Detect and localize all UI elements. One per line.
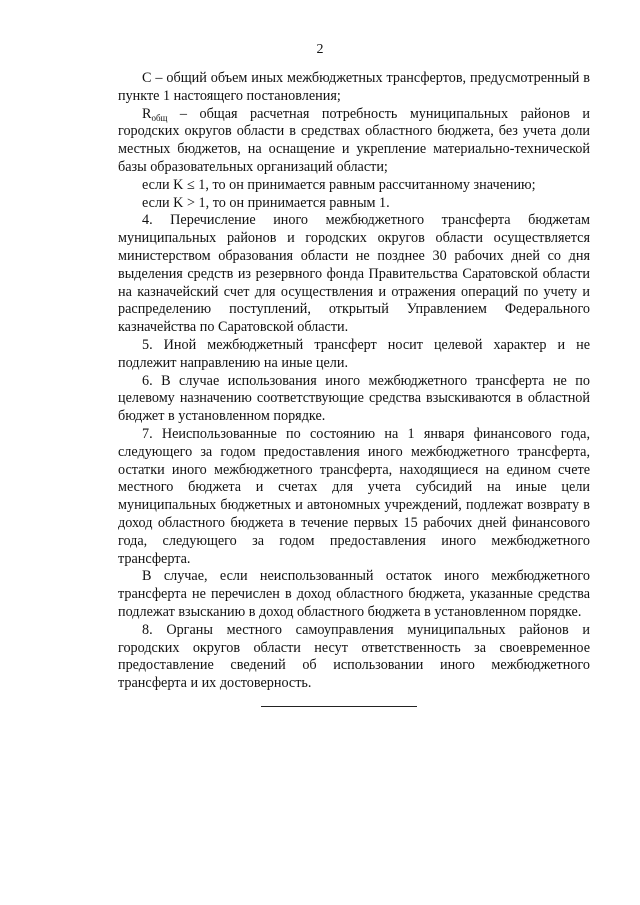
paragraph-item-7: 7. Неиспользованные по состоянию на 1 января финансового года, следующего за годом предоставления иного межбюджетного трансферта, остатки иного межбюджетного трансферта, находящиеся на едином счете местного бюджета и счетах для учета субсидий на иные цели муниципальных бюджетных и автономных учреждений, подлежат возврату в доход областного бюджета в течение первых 15 рабочих дней финансового года, следующего за годом предоставления иного межбюджетного трансферта.	[118, 425, 590, 567]
paragraph-item-7-continuation: В случае, если неиспользованный остаток иного межбюджетного трансферта не перечислен в доход областного бюджета, указанные средства подлежат взысканию в доход областного бюджета в установленном порядке.	[118, 568, 590, 620]
paragraph-c-definition: C – общий объем иных межбюджетных трансфертов, предусмотренный в пункте 1 настоящего постановления;	[118, 70, 590, 104]
paragraph-item-8: 8. Органы местного самоуправления муниципальных районов и городских округов области несут ответственность за своевременное предоставление сведений об использовании иного межбюджетного трансферта и их достоверность.	[118, 621, 590, 692]
paragraph-item-4: 4. Перечисление иного межбюджетного трансферта бюджетам муниципальных районов и городских округов области осуществляется министерством образования области не позднее 30 рабочих дней со дня выделения средств из резервного фонда Правительства Саратовской области на казначейский счет для осуществления и отражения операций по учету и распределению поступлений, открытый Управлением Федерального казначейства по Саратовской области.	[118, 212, 590, 336]
r-symbol: R	[142, 105, 152, 122]
paragraph-r-definition	[118, 106, 590, 177]
paragraph-item-6: 6. В случае использования иного межбюджетного трансферта не по целевому назначению соответствующие средства взыскиваются в областной бюджет в установленном порядке.	[118, 372, 590, 425]
r-subscript: общ	[151, 112, 168, 123]
r-definition-text: – общая расчетная потребность муниципальных районов и городских округов области в средствах областного бюджета, без учета доли местных бюджетов, на оснащение и укрепление материально-технической базы образовательных организаций области;	[118, 105, 590, 175]
paragraph-k-greater: если K > 1, то он принимается равным 1.	[142, 194, 390, 211]
paragraph-item-5: 5. Иной межбюджетный трансферт носит целевой характер и не подлежит направлению на иные цели.	[118, 336, 590, 371]
paragraph-k-less-equal: если K ≤ 1, то он принимается равным рассчитанному значению;	[142, 176, 536, 193]
page-number: 2	[316, 42, 324, 57]
document-body	[118, 70, 590, 693]
end-divider-line	[261, 706, 417, 707]
